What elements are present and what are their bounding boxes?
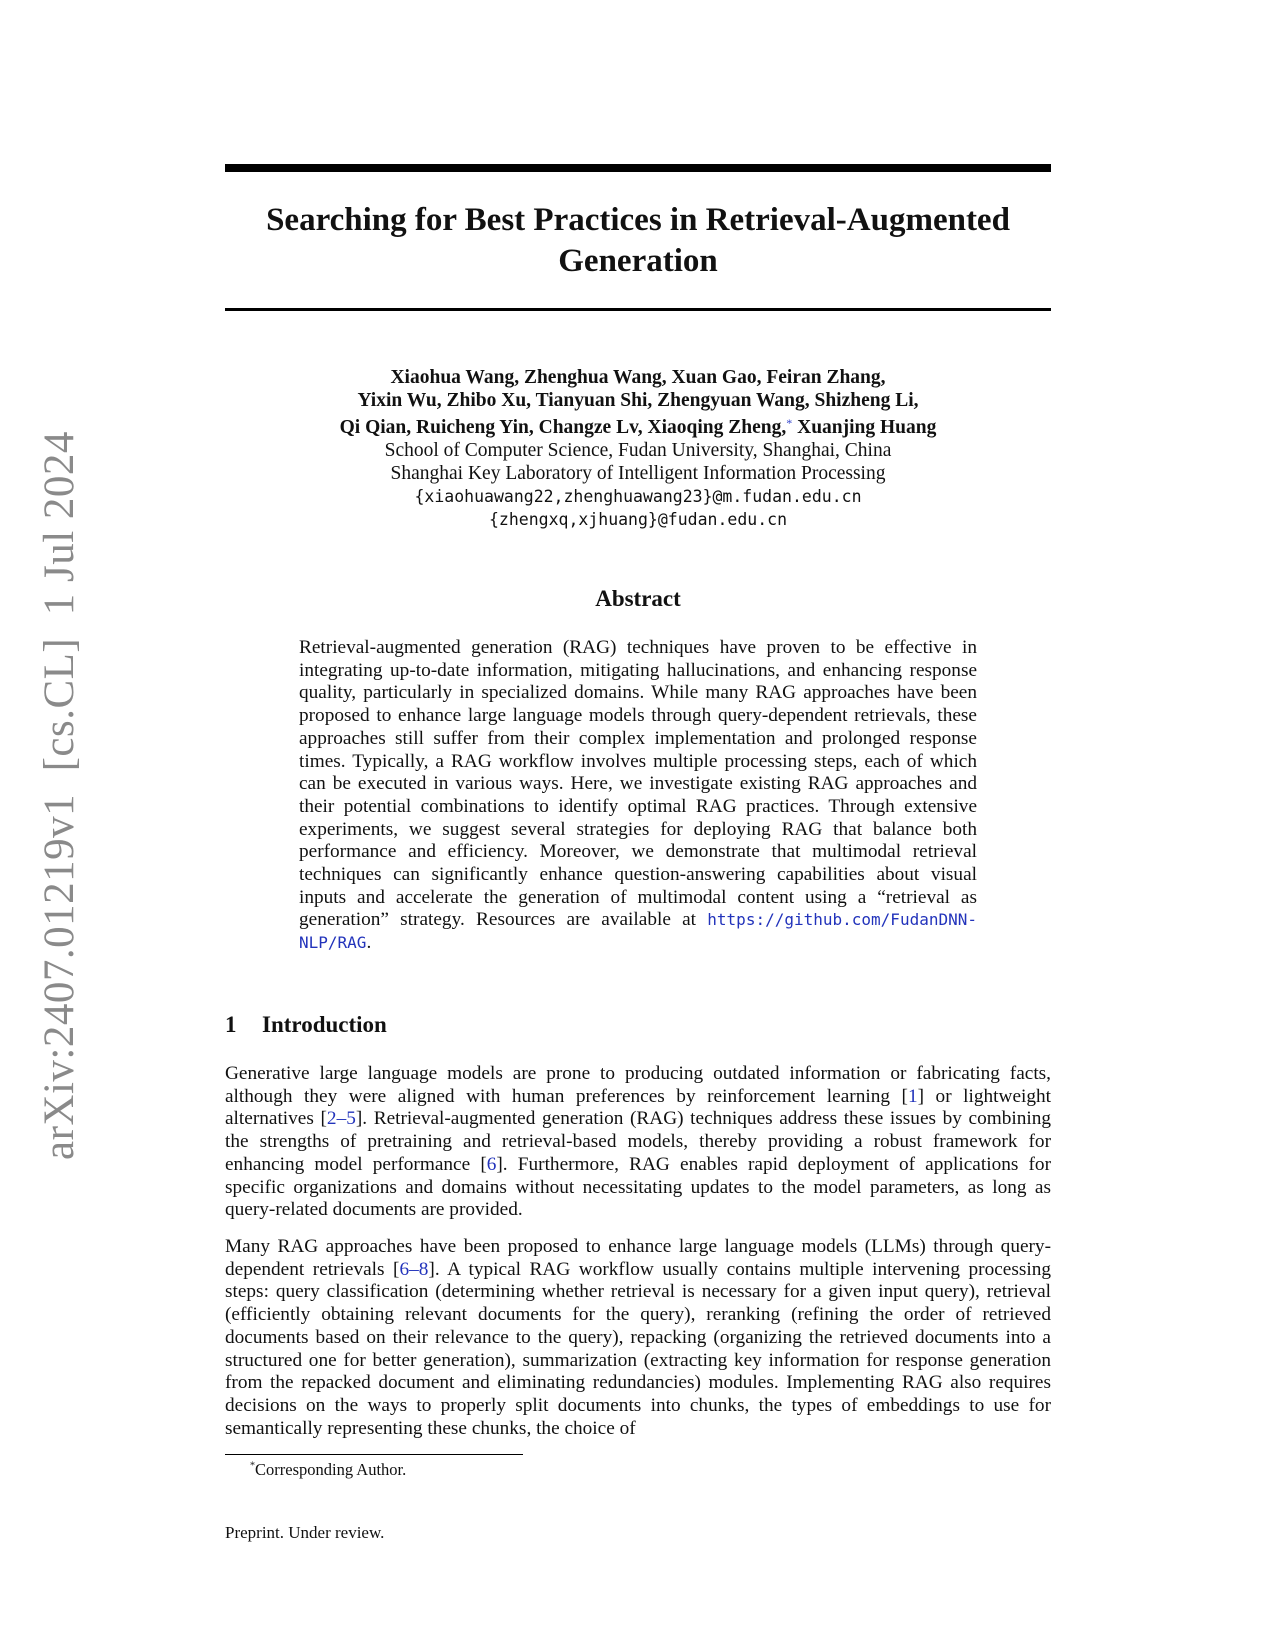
author-line: Yixin Wu, Zhibo Xu, Tianyuan Shi, Zhengyuan Wang, Shizheng Li, [357,390,919,411]
paper-title [225,200,1051,282]
section-number: 1 [225,1012,237,1037]
author-line: Xiaohua Wang, Zhenghua Wang, Xuan Gao, Feiran Zhang, [390,367,886,388]
footnote-rule [225,1454,523,1455]
affiliation-line: School of Computer Science, Fudan University, Shanghai, China [384,440,892,461]
section-title: Introduction [262,1012,387,1037]
intro-paragraph-1 [225,1063,1051,1222]
author-block [225,366,1051,531]
abstract-end: . [366,932,372,954]
paragraph-text: Many RAG approaches have been proposed to enhance large language models (LLMs) through query-dependent retrievals [ [225,1236,1051,1280]
abstract-text [299,637,977,955]
preprint-notice: Preprint. Under review. [225,1523,385,1542]
footnote-mark: * [250,1460,255,1472]
affiliation-line: Shanghai Key Laboratory of Intelligent Information Processing [390,463,886,484]
github-link[interactable]: https://github.com/FudanDNN-NLP/RAG [299,910,977,953]
email-line: {zhengxq,xjhuang}@fudan.edu.cn [488,510,787,529]
abstract-heading: Abstract [595,586,681,611]
email-line: {xiaohuawang22,zhenghuawang23}@m.fudan.edu.cn [414,487,862,506]
corresponding-author-mark[interactable]: * [786,416,793,430]
author-names: Qi Qian, Ruicheng Yin, Changze Lv, Xiaoqing Zheng, [339,417,787,438]
section-heading-introduction [225,1012,387,1038]
title-line: Searching for Best Practices in Retrieval-Augmented [266,202,1010,238]
author-line [225,412,1051,439]
title-bottom-rule [225,308,1051,311]
citation-link[interactable]: 2–5 [326,1108,356,1130]
title-top-rule [225,164,1051,172]
abstract-body-text: Retrieval-augmented generation (RAG) techniques have proven to be effective in integrating up-to-date information, mitigating hallucinations, and enhancing response quality, particularly in specialized domains. While many RAG approaches have been proposed to enhance large language models through query-dependent retrievals, these approaches still suffer from their complex implementation and prolonged response times. Typically, a RAG workflow involves multiple processing steps, each of which can be executed in various ways. Here, we investigate existing RAG approaches and their potential combinations to identify optimal RAG practices. Through extensive experiments, we suggest several strategies for deploying RAG that balance both performance and efficiency. Moreover, we demonstrate that multimodal retrieval techniques can significantly enhance question-answering capabilities about visual inputs and accelerate the generation of multimodal content using a “retrieval as generation” strategy. Resources are available at [299,637,977,931]
paragraph-text: ]. Retrieval-augmented generation (RAG) techniques address these issues by combining the strengths of pretraining and retrieval-based models, thereby providing a robust framework for enhancing model performance [ [225,1108,1051,1175]
paragraph-text: ]. A typical RAG workflow usually contains multiple intervening processing steps: query classification (determining whether retrieval is necessary for a given input query), retrieval (efficiently obtaining relevant documents for the query), reranking (refining the order of retrieved documents based on their relevance to the query), repacking (organizing the retrieved documents into a structured one for better generation), summarization (extracting key information for response generation from the repacked document and eliminating redundancies) modules. Implementing RAG also requires decisions on the ways to properly split documents into chunks, the types of embeddings to use for semantically representing these chunks, the choice of [225,1258,1051,1439]
footnote [250,1460,406,1480]
paragraph-text: Generative large language models are prone to producing outdated information or fabricating facts, although they were aligned with human preferences by reinforcement learning [ [225,1063,1051,1107]
arxiv-side-stamp: arXiv:2407.01219v1 [cs.CL] 1 Jul 2024 [36,431,83,1160]
author-names: Xuanjing Huang [792,417,937,438]
citation-link[interactable]: 6–8 [399,1258,429,1280]
citation-link[interactable]: 6 [486,1153,497,1175]
title-line: Generation [558,243,718,279]
paragraph-text: ]. Furthermore, RAG enables rapid deployment of applications for specific organizations and domains without necessitating updates to the model parameters, as long as query-related documents are provided. [225,1153,1051,1221]
intro-paragraph-2 [225,1236,1051,1440]
footnote-text: Corresponding Author. [255,1460,407,1479]
paragraph-text: ] or lightweight alternatives [ [225,1085,1051,1130]
citation-link[interactable]: 1 [907,1085,918,1107]
